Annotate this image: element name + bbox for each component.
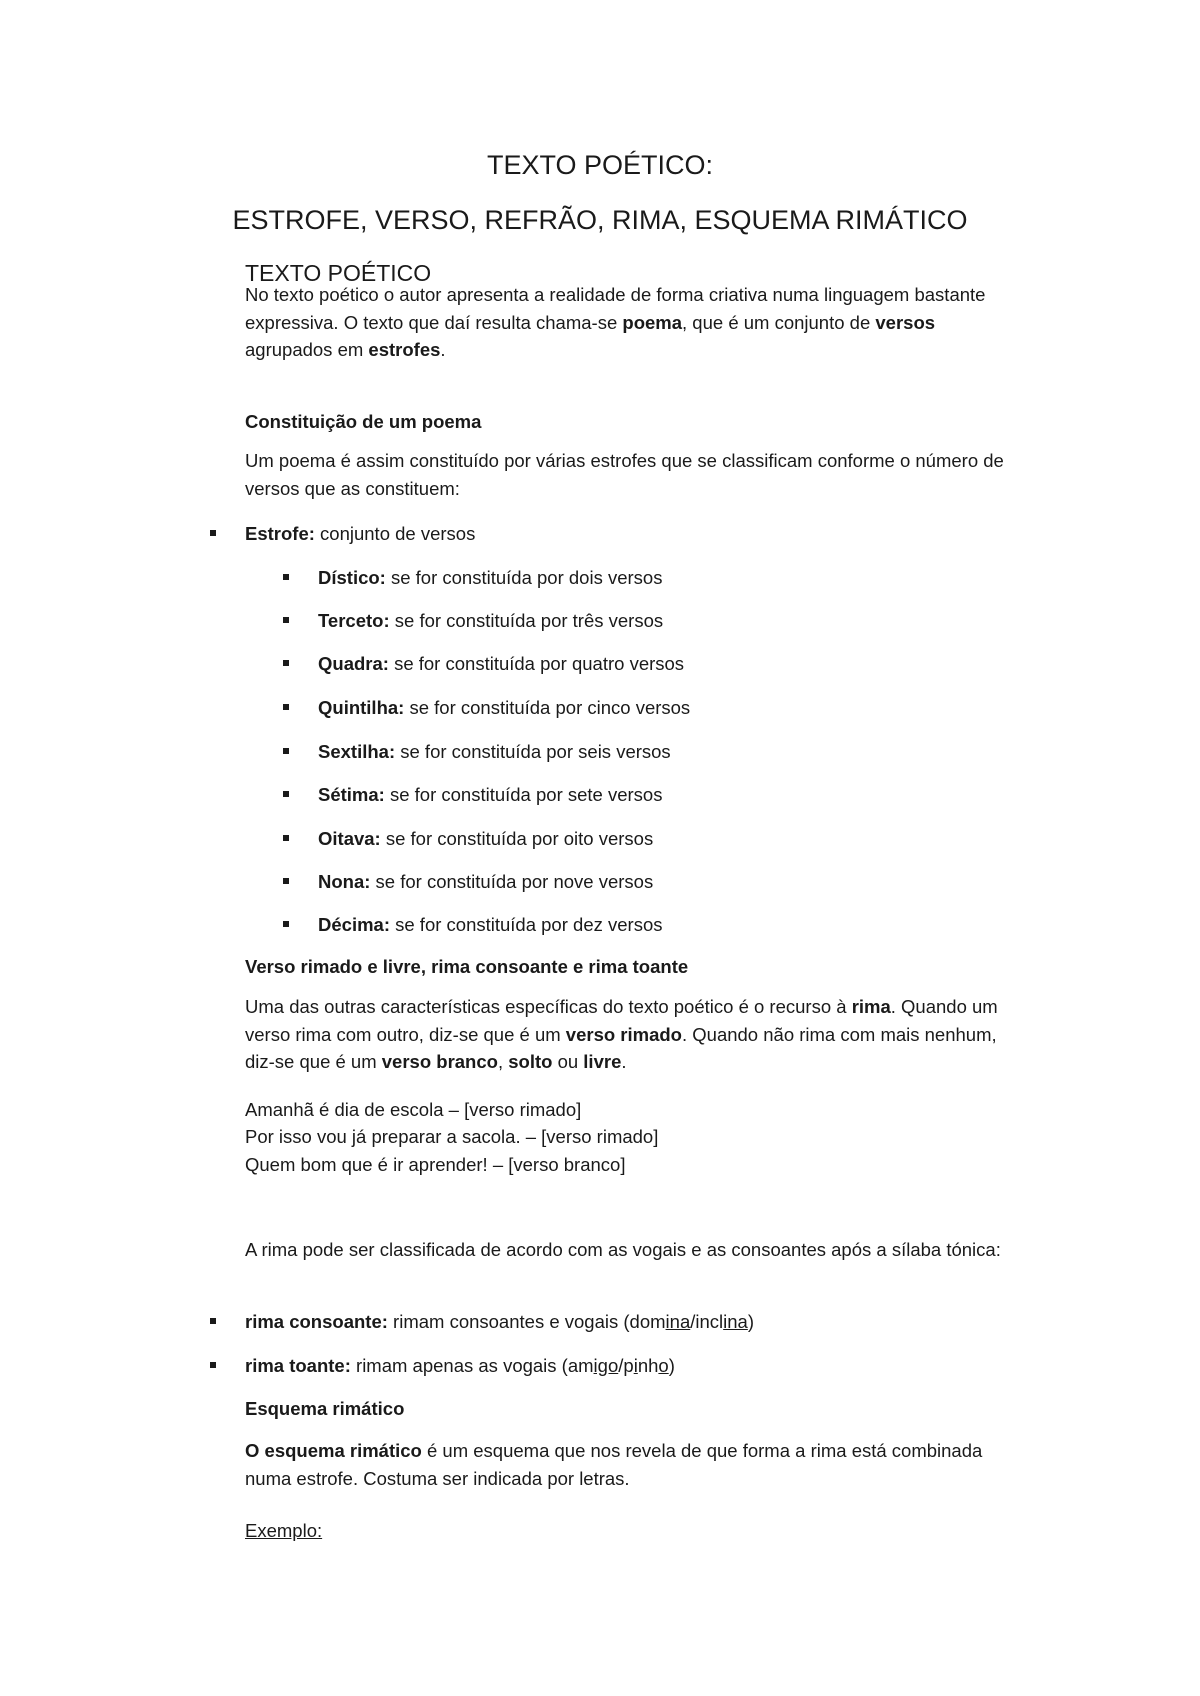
bullet-marker <box>283 574 289 580</box>
list-item-rima-toante: rima toante: rimam apenas as vogais (amigo/pinho) <box>245 1355 675 1376</box>
heading-esquema-rimatico: Esquema rimático <box>245 1398 405 1419</box>
bullet-marker <box>210 1318 216 1324</box>
bullet-marker <box>283 791 289 797</box>
section-heading-texto-poetico: TEXTO POÉTICO <box>245 260 432 286</box>
bullet-marker <box>210 530 216 536</box>
document-title: TEXTO POÉTICO: <box>486 150 714 180</box>
bullet-marker <box>283 748 289 754</box>
list-item: Nona: se for constituída por nove versos <box>318 871 654 892</box>
example-verse-line: Amanhã é dia de escola – [verso rimado] <box>245 1099 582 1120</box>
bullet-marker <box>283 617 289 623</box>
heading-constituicao: Constituição de um poema <box>245 411 482 432</box>
list-item: Décima: se for constituída por dez versos <box>318 914 663 935</box>
verso-paragraph: Uma das outras características específicas do texto poético é o recurso à rima. Quando um verso rima com outro, diz-se que é um verso rimado. Quando não rima com mais nenhum, diz-se que é um verso branco, solto ou livre. <box>245 996 998 1072</box>
example-verse-line: Quem bom que é ir aprender! – [verso branco] <box>245 1154 626 1175</box>
list-item: Quadra: se for constituída por quatro versos <box>318 653 685 674</box>
list-item: Terceto: se for constituída por três versos <box>318 610 664 631</box>
bullet-marker <box>283 660 289 666</box>
bullet-marker <box>283 878 289 884</box>
list-item-estrofe: Estrofe: conjunto de versos <box>245 523 476 544</box>
rima-intro-paragraph: A rima pode ser classificada de acordo com as vogais e as consoantes após a sílaba tónica: <box>245 1239 1001 1260</box>
bullet-marker <box>283 704 289 710</box>
bullet-marker <box>283 835 289 841</box>
exemplo-label: Exemplo: <box>245 1520 323 1541</box>
list-item: Sétima: se for constituída por sete versos <box>318 784 663 805</box>
intro-paragraph: No texto poético o autor apresenta a realidade de forma criativa numa linguagem bastante expressiva. O texto que daí resulta chama-se poema, que é um conjunto de versos agrupados em estrofes. <box>245 284 986 360</box>
bullet-marker <box>210 1362 216 1368</box>
example-verse-line: Por isso vou já preparar a sacola. – [verso rimado] <box>245 1126 659 1147</box>
list-item: Oitava: se for constituída por oito versos <box>318 828 654 849</box>
list-item-rima-consoante: rima consoante: rimam consoantes e vogais (domina/inclina) <box>245 1311 755 1332</box>
heading-verso-rimado: Verso rimado e livre, rima consoante e rima toante <box>245 956 689 977</box>
document-subtitle: ESTROFE, VERSO, REFRÃO, RIMA, ESQUEMA RIMÁTICO <box>232 205 968 235</box>
bullet-marker <box>283 921 289 927</box>
list-item: Quintilha: se for constituída por cinco versos <box>318 697 691 718</box>
constituicao-paragraph: Um poema é assim constituído por várias estrofes que se classificam conforme o número de versos que as constituem: <box>245 450 1004 499</box>
list-item: Sextilha: se for constituída por seis versos <box>318 741 671 762</box>
list-item: Dístico: se for constituída por dois versos <box>318 567 663 588</box>
esquema-paragraph: O esquema rimático é um esquema que nos revela de que forma a rima está combinada numa estrofe. Costuma ser indicada por letras. <box>245 1440 983 1489</box>
